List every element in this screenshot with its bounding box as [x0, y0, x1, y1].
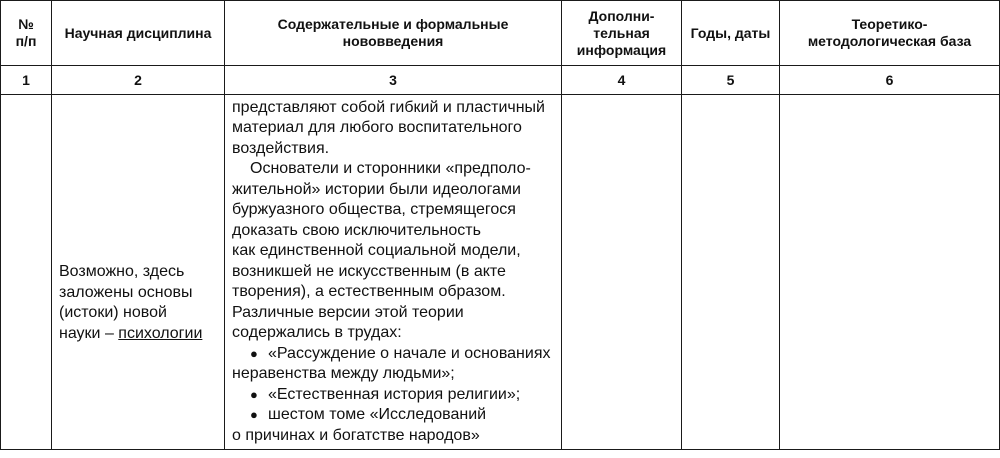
table-header-row: [1, 1, 1000, 66]
content-line: буржуазного общества, стремящегося: [232, 201, 516, 219]
psychology-link-text: психологии: [118, 324, 203, 342]
column-number-5: 5: [682, 66, 780, 95]
content-line: представляют собой гибкий и пластичный: [232, 98, 545, 116]
header-content-line-1: Содержательные и формальные: [277, 16, 509, 32]
discipline-text: [52, 200, 209, 344]
content-text: [225, 98, 561, 447]
bullet-item: [232, 405, 561, 426]
content-line: жительной» истории были идеологами: [232, 180, 521, 198]
bullet-text: «Рассуждение о начале и основаниях: [268, 344, 551, 362]
bullet-continuation: о причинах и богатстве народов»: [232, 426, 480, 444]
header-number-line-2: п/п: [15, 33, 37, 49]
content-line: возникшей не искусственным (в акте: [232, 262, 506, 280]
header-additional-info: [562, 1, 682, 66]
content-line: творения), а естественным образом.: [232, 283, 506, 301]
bullet-text: «Естественная история религии»;: [268, 385, 521, 403]
header-theory-line-2: методологическая база: [807, 33, 972, 49]
bullet-icon: ●: [250, 407, 258, 423]
discipline-line: заложены основы: [59, 283, 193, 301]
bullet-icon: ●: [250, 386, 258, 402]
discipline-cell: [52, 95, 225, 450]
bullet-item: [232, 344, 561, 365]
discipline-prefix: науки –: [59, 324, 119, 342]
column-number-1: 1: [1, 66, 52, 95]
header-additional-line-1: Дополни-: [588, 7, 655, 24]
header-number: [1, 1, 52, 66]
column-number-2: 2: [52, 66, 225, 95]
header-theory-line-1: Теоретико-: [851, 16, 928, 32]
header-additional-line-2: тельная: [593, 24, 650, 41]
discipline-line: (истоки) новой: [59, 304, 167, 321]
header-dates-text: Годы, даты: [690, 24, 771, 41]
header-discipline-text: Научная дисциплина: [64, 24, 212, 41]
discipline-line: Возможно, здесь: [59, 263, 185, 280]
column-number-3: 3: [225, 66, 562, 95]
header-content: [225, 1, 562, 66]
content-line: доказать свою исключительность: [232, 221, 481, 239]
header-additional-line-3: информация: [576, 41, 667, 58]
column-number-row: [1, 66, 1000, 95]
header-dates: [682, 1, 780, 66]
header-content-line-2: нововведения: [342, 33, 444, 49]
content-line: как единственной социальной модели,: [232, 242, 521, 260]
bullet-continuation: неравенства между людьми»;: [232, 365, 455, 383]
dates-cell: [682, 95, 780, 450]
header-number-line-1: №: [18, 16, 34, 32]
discipline-line-last: [59, 324, 209, 345]
header-theory-base: [780, 1, 1000, 66]
content-line: воздействия.: [232, 139, 330, 157]
header-discipline: [52, 1, 225, 66]
theory-base-cell: [780, 95, 1000, 450]
table-row: [1, 95, 1000, 450]
additional-info-cell: [562, 95, 682, 450]
column-number-4: 4: [562, 66, 682, 95]
content-line: Различные версии этой теории: [232, 303, 464, 321]
row-number-cell: [1, 95, 52, 450]
bullet-item: [232, 385, 561, 406]
bullet-text: шестом томе «Исследований: [268, 406, 487, 424]
bullet-icon: ●: [250, 345, 258, 361]
column-number-6: 6: [780, 66, 1000, 95]
content-line: материал для любого воспитательного: [232, 119, 522, 137]
content-line: содержались в трудах:: [232, 324, 402, 342]
content-cell: [225, 95, 562, 450]
content-line: Основатели и сторонники «предполо-: [250, 160, 531, 178]
